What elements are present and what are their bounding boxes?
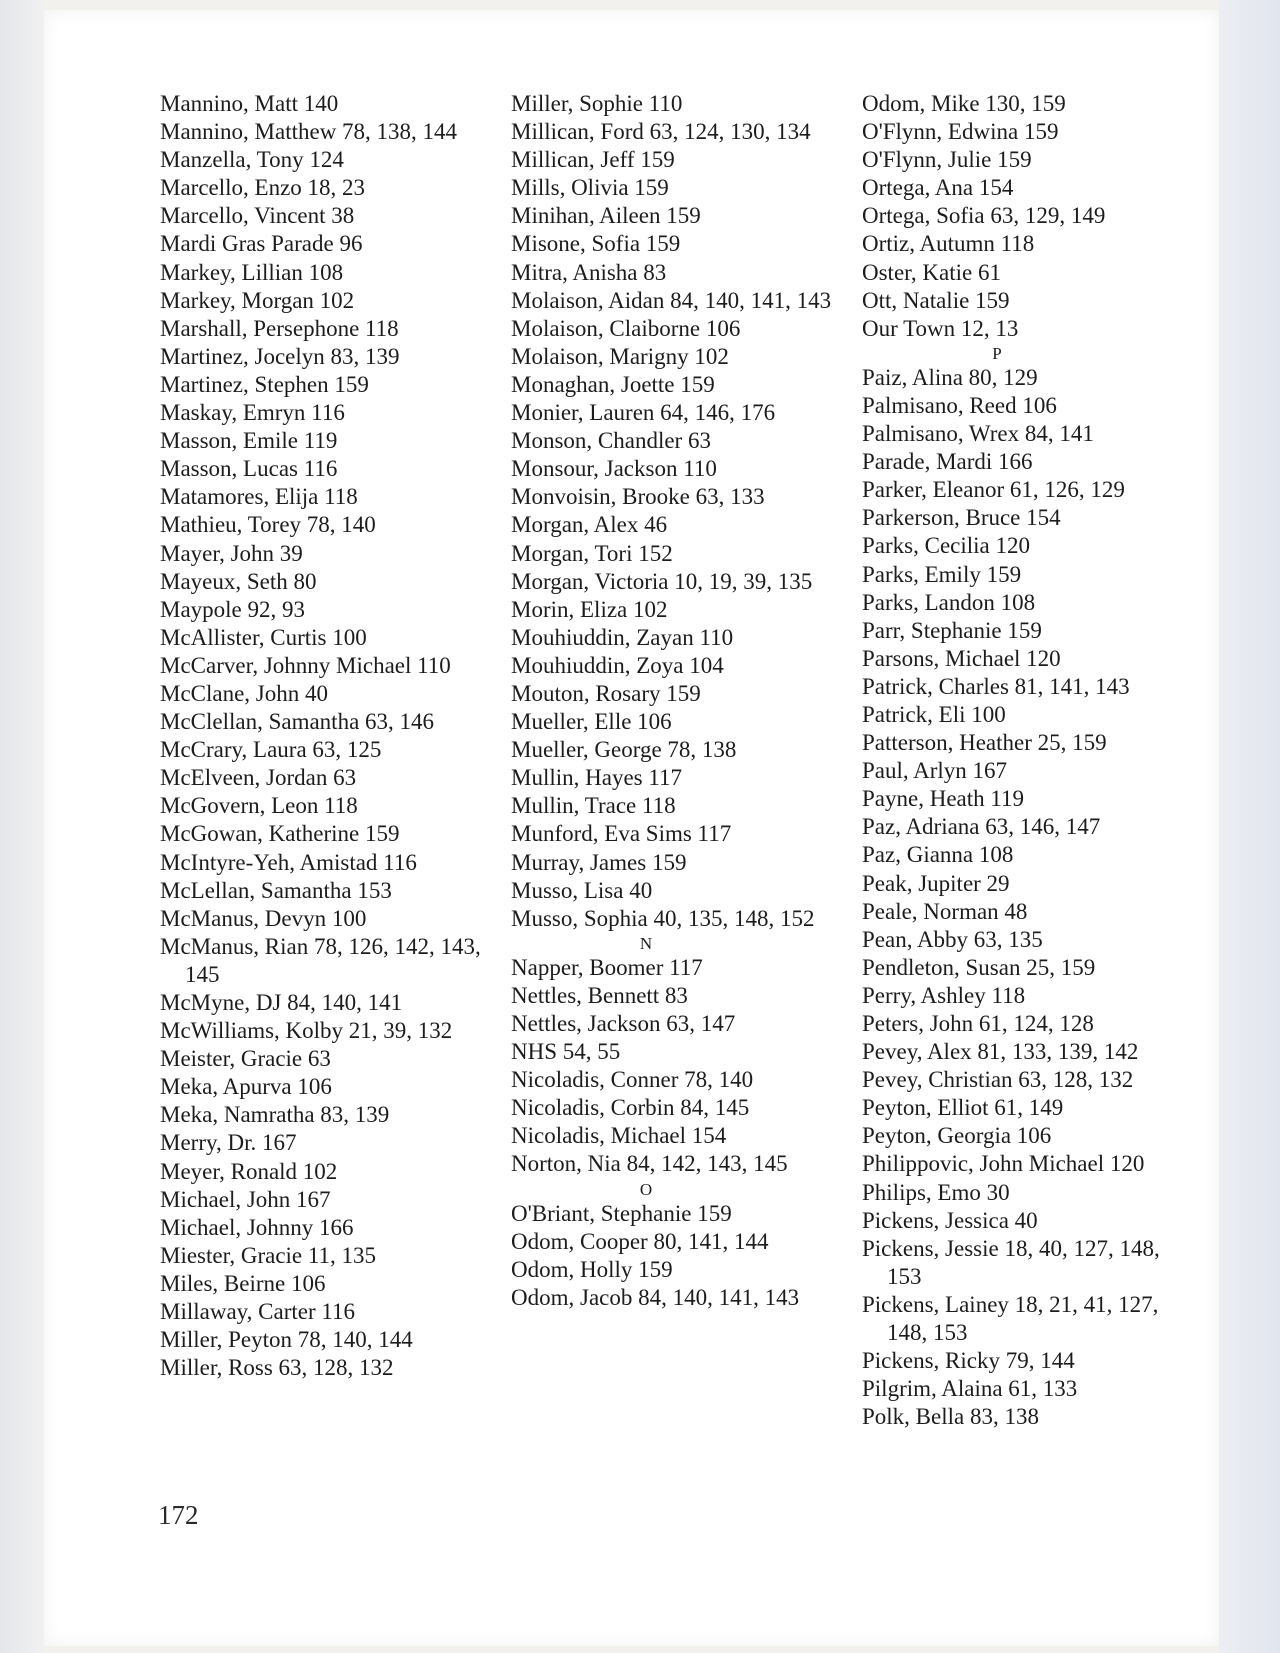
index-entry: Peale, Norman 48 xyxy=(862,898,1028,924)
index-entry: Parker, Eleanor 61, 126, 129 xyxy=(862,477,1125,503)
index-entry: NHS 54, 55 xyxy=(511,1039,621,1065)
index-column-3 xyxy=(862,90,1192,1431)
index-entry: Pevey, Christian 63, 128, 132 xyxy=(862,1067,1134,1093)
index-entry: McElveen, Jordan 63 xyxy=(160,765,357,791)
index-entry: Miles, Beirne 106 xyxy=(160,1270,326,1296)
index-entry: McCrary, Laura 63, 125 xyxy=(160,737,382,763)
index-entry: Meister, Gracie 63 xyxy=(160,1046,331,1072)
index-entry: Nettles, Jackson 63, 147 xyxy=(511,1011,736,1036)
index-entry: Perry, Ashley 118 xyxy=(862,982,1026,1008)
index-entry: McClellan, Samantha 63, 146 xyxy=(160,709,435,735)
index-entry: Polk, Bella 83, 138 xyxy=(862,1404,1039,1430)
index-entry: Philips, Emo 30 xyxy=(862,1179,1010,1205)
index-entry: Pickens, Jessie 18, 40, 127, 148, 153 xyxy=(862,1235,1160,1289)
index-entry: Palmisano, Wrex 84, 141 xyxy=(862,421,1094,447)
index-entry: Parks, Landon 108 xyxy=(862,589,1036,615)
index-entry: Morgan, Tori 152 xyxy=(511,540,673,566)
index-entry: Mardi Gras Parade 96 xyxy=(160,231,363,257)
section-letter: O xyxy=(639,1179,653,1199)
index-entry: McIntyre-Yeh, Amistad 116 xyxy=(160,849,417,875)
index-entry: Martinez, Stephen 159 xyxy=(160,371,369,397)
scan-left-margin xyxy=(0,0,44,1653)
index-entry: McManus, Devyn 100 xyxy=(160,905,367,931)
index-entry: Mouhiuddin, Zayan 110 xyxy=(511,624,734,650)
index-entry: Meka, Namratha 83, 139 xyxy=(160,1102,390,1128)
index-entry: Monier, Lauren 64, 146, 176 xyxy=(511,400,776,426)
index-entry: Monvoisin, Brooke 63, 133 xyxy=(511,484,765,510)
index-entry: Millaway, Carter 116 xyxy=(160,1299,356,1325)
index-entry: Ott, Natalie 159 xyxy=(862,287,1010,313)
index-entry: Parkerson, Bruce 154 xyxy=(862,505,1061,531)
index-entry: Peyton, Elliot 61, 149 xyxy=(862,1095,1064,1121)
index-entry: Musso, Lisa 40 xyxy=(511,877,653,903)
index-entry: Mouton, Rosary 159 xyxy=(511,680,701,706)
index-entry: Pickens, Lainey 18, 21, 41, 127, 148, 153 xyxy=(862,1291,1159,1346)
index-entry: Parks, Emily 159 xyxy=(862,561,1022,587)
index-entry: McMyne, DJ 84, 140, 141 xyxy=(160,990,403,1015)
index-entry: Payne, Heath 119 xyxy=(862,786,1025,812)
index-entry: Parks, Cecilia 120 xyxy=(862,533,1030,559)
page-number: 172 xyxy=(158,1500,199,1530)
index-entry: Molaison, Marigny 102 xyxy=(511,343,729,369)
index-entry: McWilliams, Kolby 21, 39, 132 xyxy=(160,1018,453,1044)
index-entry: Ortega, Sofia 63, 129, 149 xyxy=(862,203,1106,229)
index-entry: Mouhiuddin, Zoya 104 xyxy=(511,652,724,678)
index-entry: Markey, Lillian 108 xyxy=(160,259,344,285)
index-entry: Misone, Sofia 159 xyxy=(511,231,681,257)
index-entry: Miller, Sophie 110 xyxy=(511,91,683,116)
index-entry: Minihan, Aileen 159 xyxy=(511,203,701,229)
index-entry: Morgan, Alex 46 xyxy=(511,512,668,538)
index-entry: Millican, Jeff 159 xyxy=(511,147,675,173)
section-letter: N xyxy=(639,933,653,953)
index-entry: McGovern, Leon 118 xyxy=(160,793,358,819)
index-entry: Merry, Dr. 167 xyxy=(160,1130,297,1156)
index-entry: Parade, Mardi 166 xyxy=(862,449,1033,475)
index-entry: Miester, Gracie 11, 135 xyxy=(160,1242,377,1268)
index-entry: Molaison, Claiborne 106 xyxy=(511,315,741,341)
index-entry: Odom, Mike 130, 159 xyxy=(862,91,1066,116)
index-entry: Pickens, Ricky 79, 144 xyxy=(862,1348,1075,1374)
scan-right-margin xyxy=(1219,0,1280,1653)
index-entry: Mueller, Elle 106 xyxy=(511,709,672,735)
index-entry: Munford, Eva Sims 117 xyxy=(511,821,732,847)
index-entry: Nicoladis, Conner 78, 140 xyxy=(511,1067,754,1093)
section-letter: P xyxy=(992,343,1002,363)
index-entry: Paul, Arlyn 167 xyxy=(862,758,1008,784)
index-entry: Monaghan, Joette 159 xyxy=(511,371,715,397)
index-entry: Paz, Gianna 108 xyxy=(862,842,1014,868)
index-entry: Meyer, Ronald 102 xyxy=(160,1158,338,1184)
index-entry: Miller, Peyton 78, 140, 144 xyxy=(160,1327,413,1353)
index-entry: Parr, Stephanie 159 xyxy=(862,617,1042,643)
index-entry: Morgan, Victoria 10, 19, 39, 135 xyxy=(511,568,813,594)
index-entry: McGowan, Katherine 159 xyxy=(160,821,400,847)
index-entry: Mullin, Trace 118 xyxy=(511,793,676,819)
index-entry: McClane, John 40 xyxy=(160,680,329,706)
index-entry: Masson, Emile 119 xyxy=(160,428,338,454)
index-entry: Patrick, Eli 100 xyxy=(862,701,1006,727)
index-entry: Matamores, Elija 118 xyxy=(160,484,358,510)
index-entry: Mannino, Matt 140 xyxy=(160,91,339,116)
index-entry: Mannino, Matthew 78, 138, 144 xyxy=(160,119,458,145)
index-entry: Norton, Nia 84, 142, 143, 145 xyxy=(511,1151,788,1177)
index-entry: Odom, Holly 159 xyxy=(511,1256,673,1282)
index-entry: McAllister, Curtis 100 xyxy=(160,624,367,650)
index-entry: Our Town 12, 13 xyxy=(862,315,1019,341)
index-entry: Ortiz, Autumn 118 xyxy=(862,231,1035,257)
index-entry: O'Flynn, Julie 159 xyxy=(862,147,1032,173)
index-entry: Paz, Adriana 63, 146, 147 xyxy=(862,814,1101,840)
index-entry: Manzella, Tony 124 xyxy=(160,147,344,173)
index-entry: O'Flynn, Edwina 159 xyxy=(862,119,1059,145)
index-entry: McCarver, Johnny Michael 110 xyxy=(160,652,451,678)
index-entry: Peyton, Georgia 106 xyxy=(862,1123,1052,1149)
index-entry: Patrick, Charles 81, 141, 143 xyxy=(862,673,1130,699)
index-entry: Maypole 92, 93 xyxy=(160,596,306,622)
index-entry: Murray, James 159 xyxy=(511,849,687,875)
index-entry: Mueller, George 78, 138 xyxy=(511,737,737,763)
index-entry: Michael, John 167 xyxy=(160,1186,331,1212)
index-entry: Palmisano, Reed 106 xyxy=(862,392,1057,418)
index-entry: Pendleton, Susan 25, 159 xyxy=(862,954,1096,980)
index-entry: Marcello, Enzo 18, 23 xyxy=(160,175,366,201)
index-entry: Nicoladis, Michael 154 xyxy=(511,1123,727,1149)
index-entry: Mills, Olivia 159 xyxy=(511,175,669,201)
index-entry: Nettles, Bennett 83 xyxy=(511,982,688,1008)
index-entry: Pean, Abby 63, 135 xyxy=(862,926,1043,952)
index-entry: Meka, Apurva 106 xyxy=(160,1074,332,1100)
index-entry: Mayeux, Seth 80 xyxy=(160,568,317,594)
index-entry: O'Briant, Stephanie 159 xyxy=(511,1200,732,1226)
index-entry: Morin, Eliza 102 xyxy=(511,596,668,622)
index-entry: Patterson, Heather 25, 159 xyxy=(862,730,1107,756)
index-entry: Mullin, Hayes 117 xyxy=(511,765,682,791)
index-entry: Peters, John 61, 124, 128 xyxy=(862,1011,1094,1036)
index-entry: Napper, Boomer 117 xyxy=(511,954,703,980)
index-entry: McLellan, Samantha 153 xyxy=(160,877,392,903)
index-entry: Ortega, Ana 154 xyxy=(862,175,1014,201)
index-entry: Mitra, Anisha 83 xyxy=(511,259,667,285)
index-column-2 xyxy=(511,90,841,1312)
index-entry: Marshall, Persephone 118 xyxy=(160,315,399,341)
index-entry: Pevey, Alex 81, 133, 139, 142 xyxy=(862,1039,1139,1065)
index-entry: Markey, Morgan 102 xyxy=(160,287,355,313)
index-entry: Pilgrim, Alaina 61, 133 xyxy=(862,1376,1078,1402)
index-entry: Mathieu, Torey 78, 140 xyxy=(160,512,376,538)
index-entry: McManus, Rian 78, 126, 142, 143, 145 xyxy=(160,933,481,987)
index-entry: Miller, Ross 63, 128, 132 xyxy=(160,1355,394,1381)
index-entry: Parsons, Michael 120 xyxy=(862,645,1061,671)
index-entry: Nicoladis, Corbin 84, 145 xyxy=(511,1095,750,1121)
index-entry: Mayer, John 39 xyxy=(160,540,303,566)
index-entry: Molaison, Aidan 84, 140, 141, 143 xyxy=(511,287,832,313)
index-entry: Marcello, Vincent 38 xyxy=(160,203,355,229)
index-entry: Peak, Jupiter 29 xyxy=(862,870,1010,896)
index-entry: Philippovic, John Michael 120 xyxy=(862,1151,1145,1177)
index-entry: Odom, Jacob 84, 140, 141, 143 xyxy=(511,1284,800,1310)
index-entry: Oster, Katie 61 xyxy=(862,259,1001,285)
index-column-1 xyxy=(160,90,490,1382)
index-entry: Musso, Sophia 40, 135, 148, 152 xyxy=(511,905,815,931)
index-entry: Millican, Ford 63, 124, 130, 134 xyxy=(511,119,811,145)
index-entry: Monsour, Jackson 110 xyxy=(511,456,717,482)
index-entry: Michael, Johnny 166 xyxy=(160,1214,354,1240)
index-entry: Paiz, Alina 80, 129 xyxy=(862,364,1038,390)
index-entry: Maskay, Emryn 116 xyxy=(160,400,345,426)
index-entry: Odom, Cooper 80, 141, 144 xyxy=(511,1228,769,1254)
index-entry: Monson, Chandler 63 xyxy=(511,428,711,454)
index-entry: Pickens, Jessica 40 xyxy=(862,1207,1038,1233)
index-entry: Masson, Lucas 116 xyxy=(160,456,338,482)
index-entry: Martinez, Jocelyn 83, 139 xyxy=(160,343,400,369)
